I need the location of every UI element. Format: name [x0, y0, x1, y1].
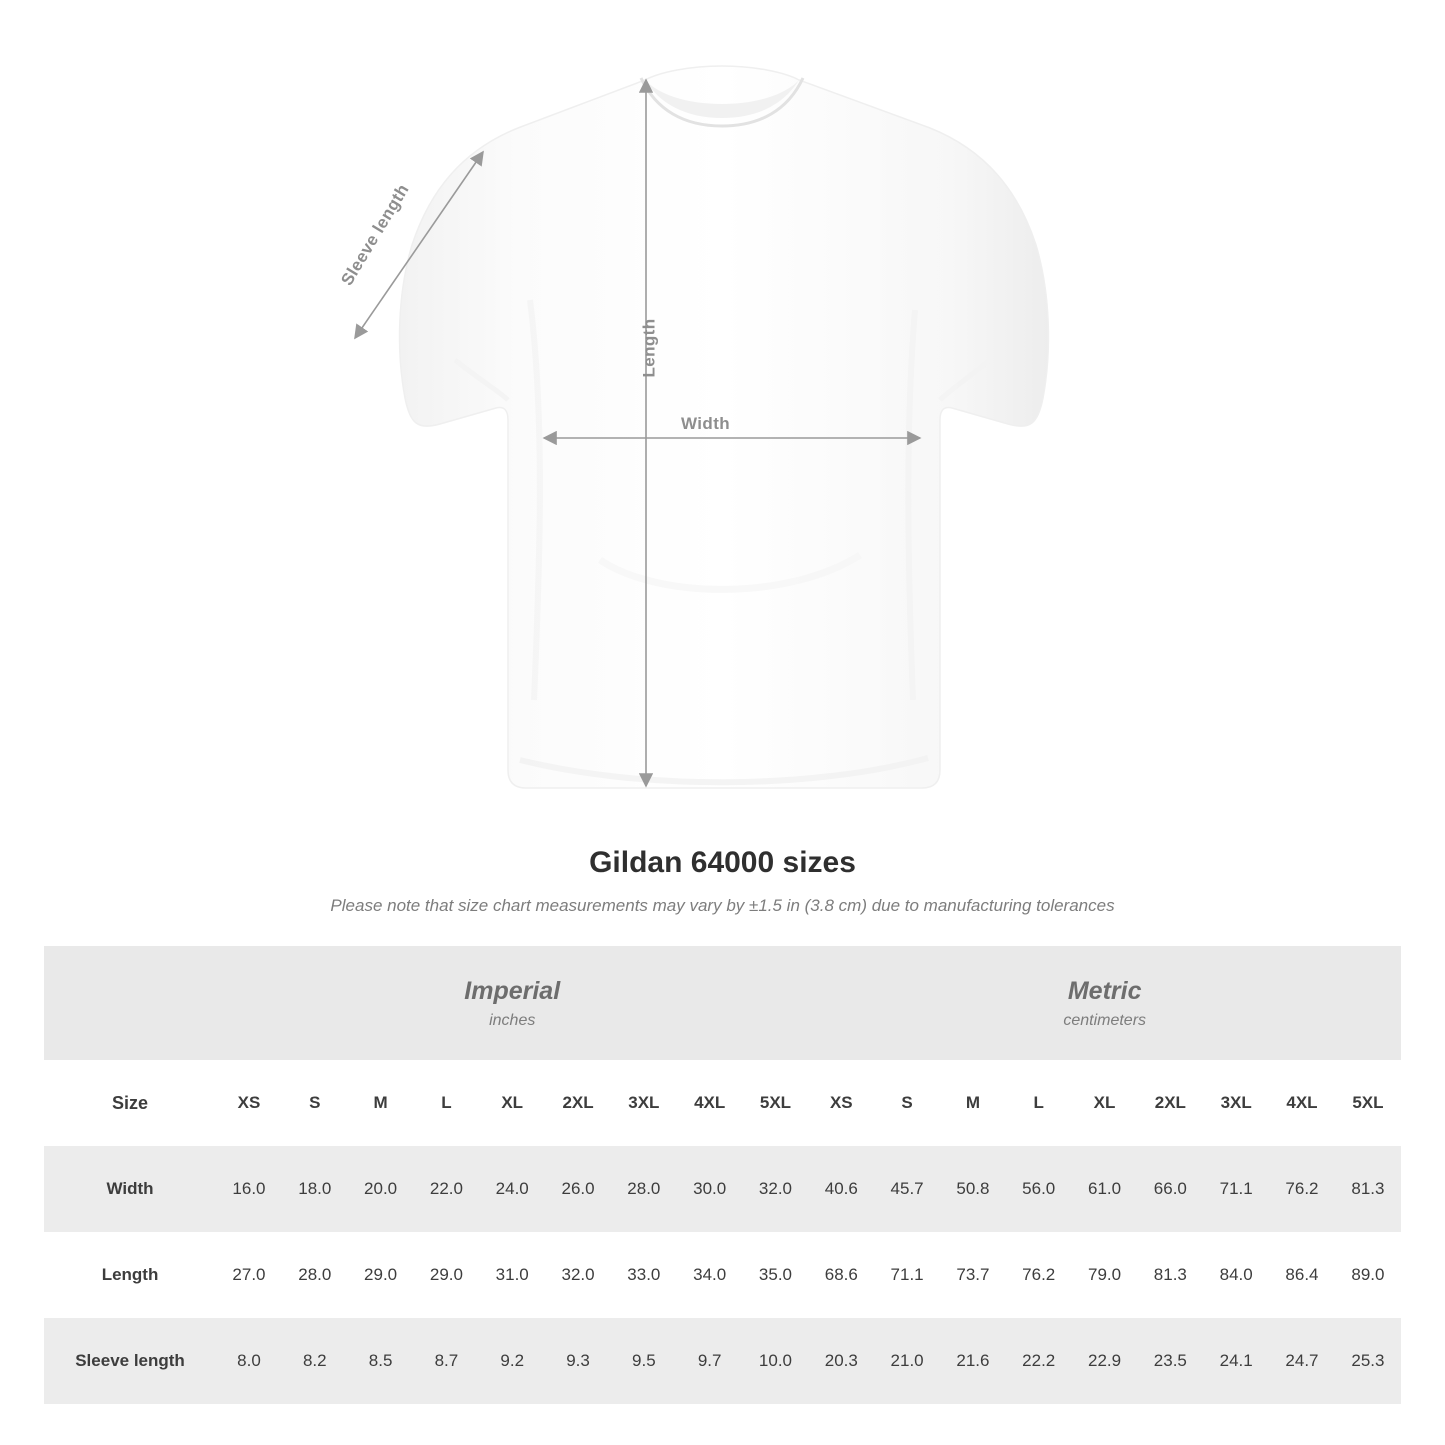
- cell-length-imperial-1: 28.0: [282, 1232, 348, 1318]
- cell-width-imperial-3: 22.0: [414, 1146, 480, 1232]
- size-col-metric-0: XS: [808, 1060, 874, 1146]
- cell-sleeve-metric-2: 21.6: [940, 1318, 1006, 1404]
- cell-length-metric-1: 71.1: [874, 1232, 940, 1318]
- table-row: [44, 1318, 1401, 1404]
- size-header-row: [44, 1060, 1401, 1146]
- size-col-imperial-0: XS: [216, 1060, 282, 1146]
- cell-sleeve-metric-0: 20.3: [808, 1318, 874, 1404]
- size-col-metric-6: 3XL: [1203, 1060, 1269, 1146]
- page-title: Gildan 64000 sizes: [589, 846, 856, 879]
- cell-width-imperial-1: 18.0: [282, 1146, 348, 1232]
- cell-width-imperial-5: 26.0: [545, 1146, 611, 1232]
- sleeve-length-label: Sleeve length: [337, 180, 413, 289]
- size-col-metric-7: 4XL: [1269, 1060, 1335, 1146]
- cell-width-imperial-4: 24.0: [479, 1146, 545, 1232]
- unit-header-row: [44, 946, 1401, 1060]
- size-col-metric-8: 5XL: [1335, 1060, 1401, 1146]
- cell-length-imperial-5: 32.0: [545, 1232, 611, 1318]
- cell-length-imperial-7: 34.0: [677, 1232, 743, 1318]
- cell-width-imperial-6: 28.0: [611, 1146, 677, 1232]
- cell-width-metric-8: 81.3: [1335, 1146, 1401, 1232]
- cell-width-metric-0: 40.6: [808, 1146, 874, 1232]
- cell-sleeve-imperial-4: 9.2: [479, 1318, 545, 1404]
- size-col-metric-2: M: [940, 1060, 1006, 1146]
- cell-width-metric-7: 76.2: [1269, 1146, 1335, 1232]
- cell-length-imperial-8: 35.0: [743, 1232, 809, 1318]
- unit-metric-name: Metric: [1067, 977, 1142, 1006]
- cell-length-metric-7: 86.4: [1269, 1232, 1335, 1318]
- size-table-wrap: [44, 946, 1401, 1404]
- row-label-sleeve-length: Sleeve length: [44, 1318, 216, 1404]
- cell-width-imperial-0: 16.0: [216, 1146, 282, 1232]
- cell-width-imperial-7: 30.0: [677, 1146, 743, 1232]
- cell-width-metric-5: 66.0: [1137, 1146, 1203, 1232]
- size-col-imperial-3: L: [414, 1060, 480, 1146]
- cell-width-metric-3: 56.0: [1006, 1146, 1072, 1232]
- size-col-imperial-7: 4XL: [677, 1060, 743, 1146]
- cell-width-imperial-8: 32.0: [743, 1146, 809, 1232]
- cell-sleeve-metric-6: 24.1: [1203, 1318, 1269, 1404]
- cell-sleeve-imperial-0: 8.0: [216, 1318, 282, 1404]
- unit-header-metric: [808, 946, 1401, 1060]
- cell-length-metric-3: 76.2: [1006, 1232, 1072, 1318]
- size-col-imperial-8: 5XL: [743, 1060, 809, 1146]
- cell-length-metric-8: 89.0: [1335, 1232, 1401, 1318]
- width-label: Width: [681, 414, 731, 433]
- cell-width-imperial-2: 20.0: [348, 1146, 414, 1232]
- cell-sleeve-metric-7: 24.7: [1269, 1318, 1335, 1404]
- size-col-metric-4: XL: [1072, 1060, 1138, 1146]
- length-label: Length: [639, 318, 659, 378]
- row-label-width: Width: [44, 1146, 216, 1232]
- table-row: [44, 1232, 1401, 1318]
- size-col-metric-5: 2XL: [1137, 1060, 1203, 1146]
- unit-imperial-sub: inches: [489, 1011, 536, 1029]
- cell-sleeve-metric-8: 25.3: [1335, 1318, 1401, 1404]
- cell-width-metric-4: 61.0: [1072, 1146, 1138, 1232]
- cell-sleeve-imperial-6: 9.5: [611, 1318, 677, 1404]
- cell-width-metric-6: 71.1: [1203, 1146, 1269, 1232]
- cell-sleeve-metric-3: 22.2: [1006, 1318, 1072, 1404]
- cell-width-metric-2: 50.8: [940, 1146, 1006, 1232]
- size-col-metric-1: S: [874, 1060, 940, 1146]
- unit-header-spacer: [44, 946, 216, 1060]
- cell-sleeve-imperial-2: 8.5: [348, 1318, 414, 1404]
- cell-length-imperial-3: 29.0: [414, 1232, 480, 1318]
- cell-sleeve-imperial-1: 8.2: [282, 1318, 348, 1404]
- size-table: [44, 946, 1401, 1404]
- cell-sleeve-metric-5: 23.5: [1137, 1318, 1203, 1404]
- size-col-imperial-2: M: [348, 1060, 414, 1146]
- cell-length-imperial-2: 29.0: [348, 1232, 414, 1318]
- cell-length-metric-5: 81.3: [1137, 1232, 1203, 1318]
- size-col-metric-3: L: [1006, 1060, 1072, 1146]
- row-label-length: Length: [44, 1232, 216, 1318]
- cell-sleeve-imperial-7: 9.7: [677, 1318, 743, 1404]
- unit-imperial-name: Imperial: [464, 977, 561, 1006]
- size-col-imperial-5: 2XL: [545, 1060, 611, 1146]
- size-header-label: Size: [44, 1060, 216, 1146]
- cell-length-metric-0: 68.6: [808, 1232, 874, 1318]
- unit-header-imperial: [216, 946, 808, 1060]
- cell-width-metric-1: 45.7: [874, 1146, 940, 1232]
- cell-sleeve-metric-4: 22.9: [1072, 1318, 1138, 1404]
- unit-metric-sub: centimeters: [1063, 1011, 1147, 1029]
- size-col-imperial-6: 3XL: [611, 1060, 677, 1146]
- cell-length-metric-2: 73.7: [940, 1232, 1006, 1318]
- heading-block: [0, 846, 1445, 916]
- cell-length-metric-4: 79.0: [1072, 1232, 1138, 1318]
- cell-length-imperial-0: 27.0: [216, 1232, 282, 1318]
- cell-length-imperial-4: 31.0: [479, 1232, 545, 1318]
- size-col-imperial-4: XL: [479, 1060, 545, 1146]
- size-col-imperial-1: S: [282, 1060, 348, 1146]
- tolerance-note: Please note that size chart measurements may vary by ±1.5 in (3.8 cm) due to manufacturing tolerances: [330, 896, 1115, 915]
- cell-sleeve-imperial-5: 9.3: [545, 1318, 611, 1404]
- cell-sleeve-imperial-8: 10.0: [743, 1318, 809, 1404]
- cell-sleeve-imperial-3: 8.7: [414, 1318, 480, 1404]
- cell-length-imperial-6: 33.0: [611, 1232, 677, 1318]
- table-row: [44, 1146, 1401, 1232]
- cell-length-metric-6: 84.0: [1203, 1232, 1269, 1318]
- cell-sleeve-metric-1: 21.0: [874, 1318, 940, 1404]
